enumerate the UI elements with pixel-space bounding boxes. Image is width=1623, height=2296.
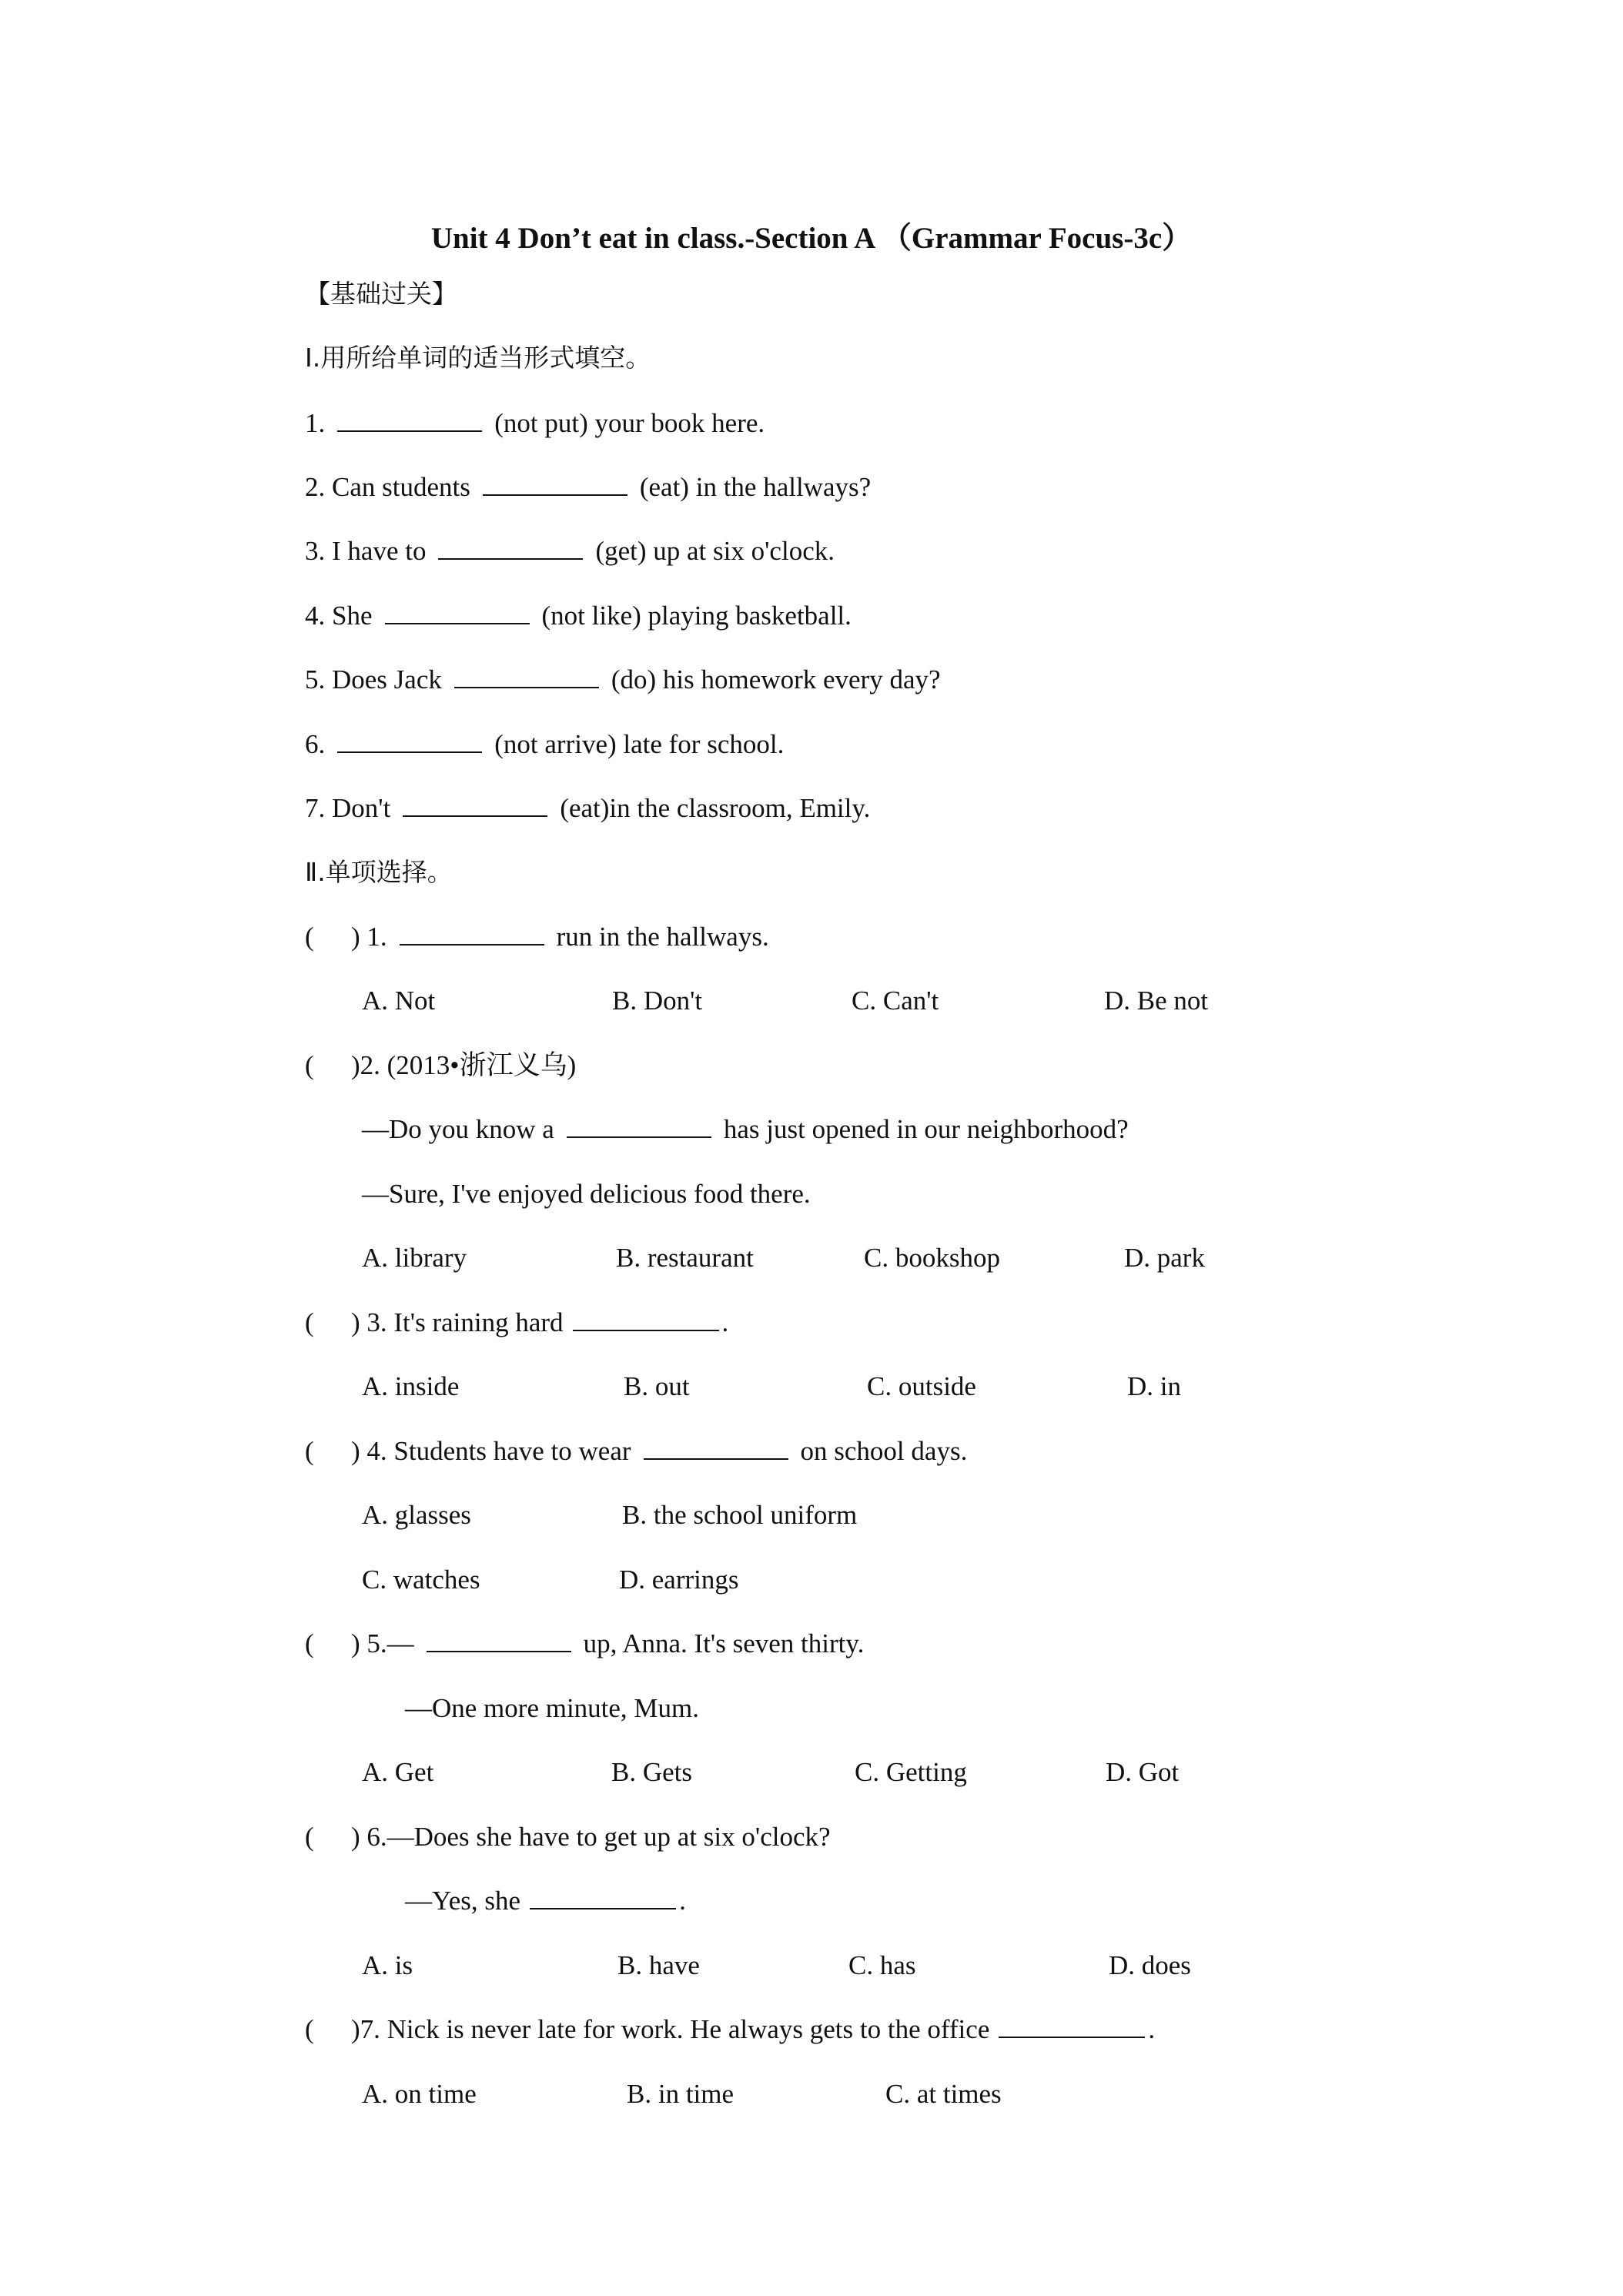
question-text-after: run in the hallways. <box>556 922 769 952</box>
answer-paren[interactable]: ( <box>305 1050 314 1080</box>
mc-question-5 <box>305 1627 864 1661</box>
item-text-before: Does Jack <box>332 664 442 694</box>
item-text-after: (get) up at six o'clock. <box>595 536 835 566</box>
q7-option-b[interactable]: B. in time <box>627 2079 735 2109</box>
q2-option-d[interactable]: D. park <box>1124 1243 1205 1273</box>
answer-blank[interactable] <box>438 535 583 560</box>
answer-paren[interactable]: ( <box>305 1436 314 1466</box>
item-text-before: I have to <box>332 536 427 566</box>
item-text-after: (do) his homework every day? <box>611 664 941 694</box>
q7-option-c[interactable]: C. at times <box>885 2079 1002 2109</box>
q2-dialogue-line-2: —Sure, I've enjoyed delicious food there. <box>362 1179 811 1209</box>
q2-dialogue-line-1 <box>362 1113 1129 1146</box>
answer-blank[interactable] <box>337 728 482 753</box>
answer-blank[interactable] <box>573 1307 719 1331</box>
q2-option-c[interactable]: C. bookshop <box>864 1243 1000 1273</box>
q4-option-d[interactable]: D. earrings <box>619 1565 739 1595</box>
item-number: 1. <box>305 408 326 438</box>
q2-option-a[interactable]: A. library <box>362 1243 467 1273</box>
q1-option-c[interactable]: C. Can't <box>852 986 939 1016</box>
q5-option-d[interactable]: D. Got <box>1106 1757 1180 1787</box>
q7-option-a[interactable]: A. on time <box>362 2079 477 2109</box>
mc-question-3 <box>305 1306 728 1340</box>
answer-blank[interactable] <box>644 1435 788 1460</box>
mc-question-4 <box>305 1434 967 1468</box>
q6-option-a[interactable]: A. is <box>362 1950 413 1980</box>
fill-item-7 <box>305 792 870 825</box>
q6-option-d[interactable]: D. does <box>1109 1950 1191 1980</box>
page-title: Unit 4 Don’t eat in class.-Section A （Grammar Focus-3c） <box>430 222 1193 255</box>
item-text-after: (eat)in the classroom, Emily. <box>560 793 871 823</box>
answer-paren[interactable]: ( <box>305 1822 314 1852</box>
q4-option-c[interactable]: C. watches <box>362 1565 480 1595</box>
item-number: 2. <box>305 472 326 502</box>
answer-blank[interactable] <box>337 407 482 432</box>
q3-option-c[interactable]: C. outside <box>867 1371 976 1401</box>
q4-option-b[interactable]: B. the school uniform <box>622 1500 858 1530</box>
q3-option-a[interactable]: A. inside <box>362 1371 460 1401</box>
q5-option-a[interactable]: A. Get <box>362 1757 434 1787</box>
fill-item-1 <box>305 407 765 440</box>
answer-paren[interactable]: ( <box>305 922 314 952</box>
item-number: 6. <box>305 729 326 759</box>
q6-option-c[interactable]: C. has <box>848 1950 916 1980</box>
q5-option-b[interactable]: B. Gets <box>611 1757 692 1787</box>
dialogue-text-before: —Do you know a <box>362 1114 554 1144</box>
question-label: ) 3. It's raining hard <box>351 1307 564 1337</box>
answer-blank[interactable] <box>427 1628 571 1652</box>
answer-blank[interactable] <box>400 921 544 946</box>
item-number: 5. <box>305 664 326 694</box>
q6-dialogue-line-2 <box>405 1884 686 1918</box>
fill-item-2 <box>305 470 871 504</box>
dialogue-text-before: —Yes, she <box>405 1886 521 1916</box>
item-text-before: Can students <box>332 472 470 502</box>
item-number: 4. <box>305 601 326 631</box>
q3-option-b[interactable]: B. out <box>624 1371 690 1401</box>
dialogue-text-after: . <box>679 1886 686 1916</box>
q1-option-d[interactable]: D. Be not <box>1104 986 1209 1016</box>
item-text-after: (eat) in the hallways? <box>639 472 872 502</box>
section-basic-heading: 【基础过关】 <box>305 279 457 309</box>
mc-question-6 <box>305 1820 831 1854</box>
question-text-after: on school days. <box>800 1436 968 1466</box>
item-text-after: (not arrive) late for school. <box>494 729 785 759</box>
mc-question-7 <box>305 2013 1155 2047</box>
mc-question-1 <box>305 920 769 954</box>
answer-blank[interactable] <box>530 1885 676 1909</box>
answer-blank[interactable] <box>567 1113 711 1138</box>
item-text-before: Don't <box>332 793 391 823</box>
q2-option-b[interactable]: B. restaurant <box>616 1243 754 1273</box>
question-label: ) 6.—Does she have to get up at six o'clock? <box>351 1822 831 1852</box>
q5-option-c[interactable]: C. Getting <box>855 1757 967 1787</box>
answer-blank[interactable] <box>403 792 547 817</box>
q1-option-a[interactable]: A. Not <box>362 986 436 1016</box>
part1-heading: Ⅰ.用所给单词的适当形式填空。 <box>305 343 651 373</box>
answer-blank[interactable] <box>999 2013 1145 2038</box>
question-text-after: . <box>1148 2014 1156 2044</box>
q6-option-b[interactable]: B. have <box>617 1950 700 1980</box>
q3-option-d[interactable]: D. in <box>1127 1371 1181 1401</box>
item-text-after: (not put) your book here. <box>494 408 765 438</box>
question-label: ) 5.— <box>351 1628 414 1658</box>
item-text-before: She <box>332 601 373 631</box>
item-text-after: (not like) playing basketball. <box>541 601 852 631</box>
part2-heading: Ⅱ.单项选择。 <box>305 857 453 887</box>
answer-paren[interactable]: ( <box>305 1307 314 1337</box>
q5-dialogue-line-2: —One more minute, Mum. <box>405 1693 700 1723</box>
question-label: ) 4. Students have to wear <box>351 1436 631 1466</box>
answer-blank[interactable] <box>454 664 599 688</box>
fill-item-3 <box>305 534 835 568</box>
dialogue-text-after: has just opened in our neighborhood? <box>723 1114 1129 1144</box>
item-number: 3. <box>305 536 326 566</box>
answer-paren[interactable]: ( <box>305 1628 314 1658</box>
fill-item-6 <box>305 728 784 761</box>
q4-option-a[interactable]: A. glasses <box>362 1500 471 1530</box>
item-number: 7. <box>305 793 326 823</box>
mc-question-2 <box>305 1049 576 1083</box>
question-text-after: up, Anna. It's seven thirty. <box>583 1628 865 1658</box>
fill-item-4 <box>305 599 852 633</box>
question-label: )7. Nick is never late for work. He always gets to the office <box>351 2014 990 2044</box>
question-label: ) 1. <box>351 922 387 952</box>
question-text-after: . <box>721 1307 729 1337</box>
answer-paren[interactable]: ( <box>305 2014 314 2044</box>
question-label: )2. (2013•浙江义乌) <box>351 1050 577 1080</box>
fill-item-5 <box>305 663 941 697</box>
q1-option-b[interactable]: B. Don't <box>612 986 703 1016</box>
answer-blank[interactable] <box>483 471 627 496</box>
answer-blank[interactable] <box>385 600 530 624</box>
